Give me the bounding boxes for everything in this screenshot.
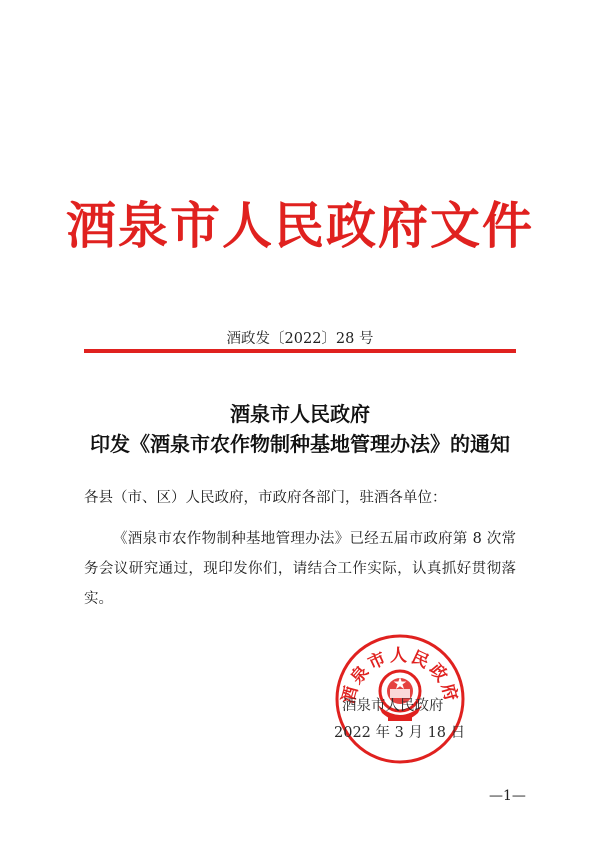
notice-title-line1: 酒泉市人民政府 xyxy=(230,402,370,426)
document-number: 酒政发〔2022〕28 号 xyxy=(226,331,374,347)
red-divider-line xyxy=(84,349,516,353)
masthead-title: 酒泉市人民政府文件 xyxy=(66,196,534,255)
signature-organization: 酒泉市人民政府 xyxy=(342,698,444,714)
seal-text: 酒泉市人民政府 xyxy=(338,646,462,706)
body-paragraph: 《酒泉市农作物制种基地管理办法》已经五届市政府第 8 次常务会议研究通过，现印发你们，请结合工作实际，认真抓好贯彻落实。 xyxy=(84,531,516,607)
signature-date: 2022 年 3 月 18 日 xyxy=(334,725,466,741)
addressee: 各县（市、区）人民政府，市政府各部门，驻酒各单位： xyxy=(84,490,447,506)
page-number: —1— xyxy=(489,788,526,804)
notice-title-line2: 印发《酒泉市农作物制种基地管理办法》的通知 xyxy=(90,432,510,456)
